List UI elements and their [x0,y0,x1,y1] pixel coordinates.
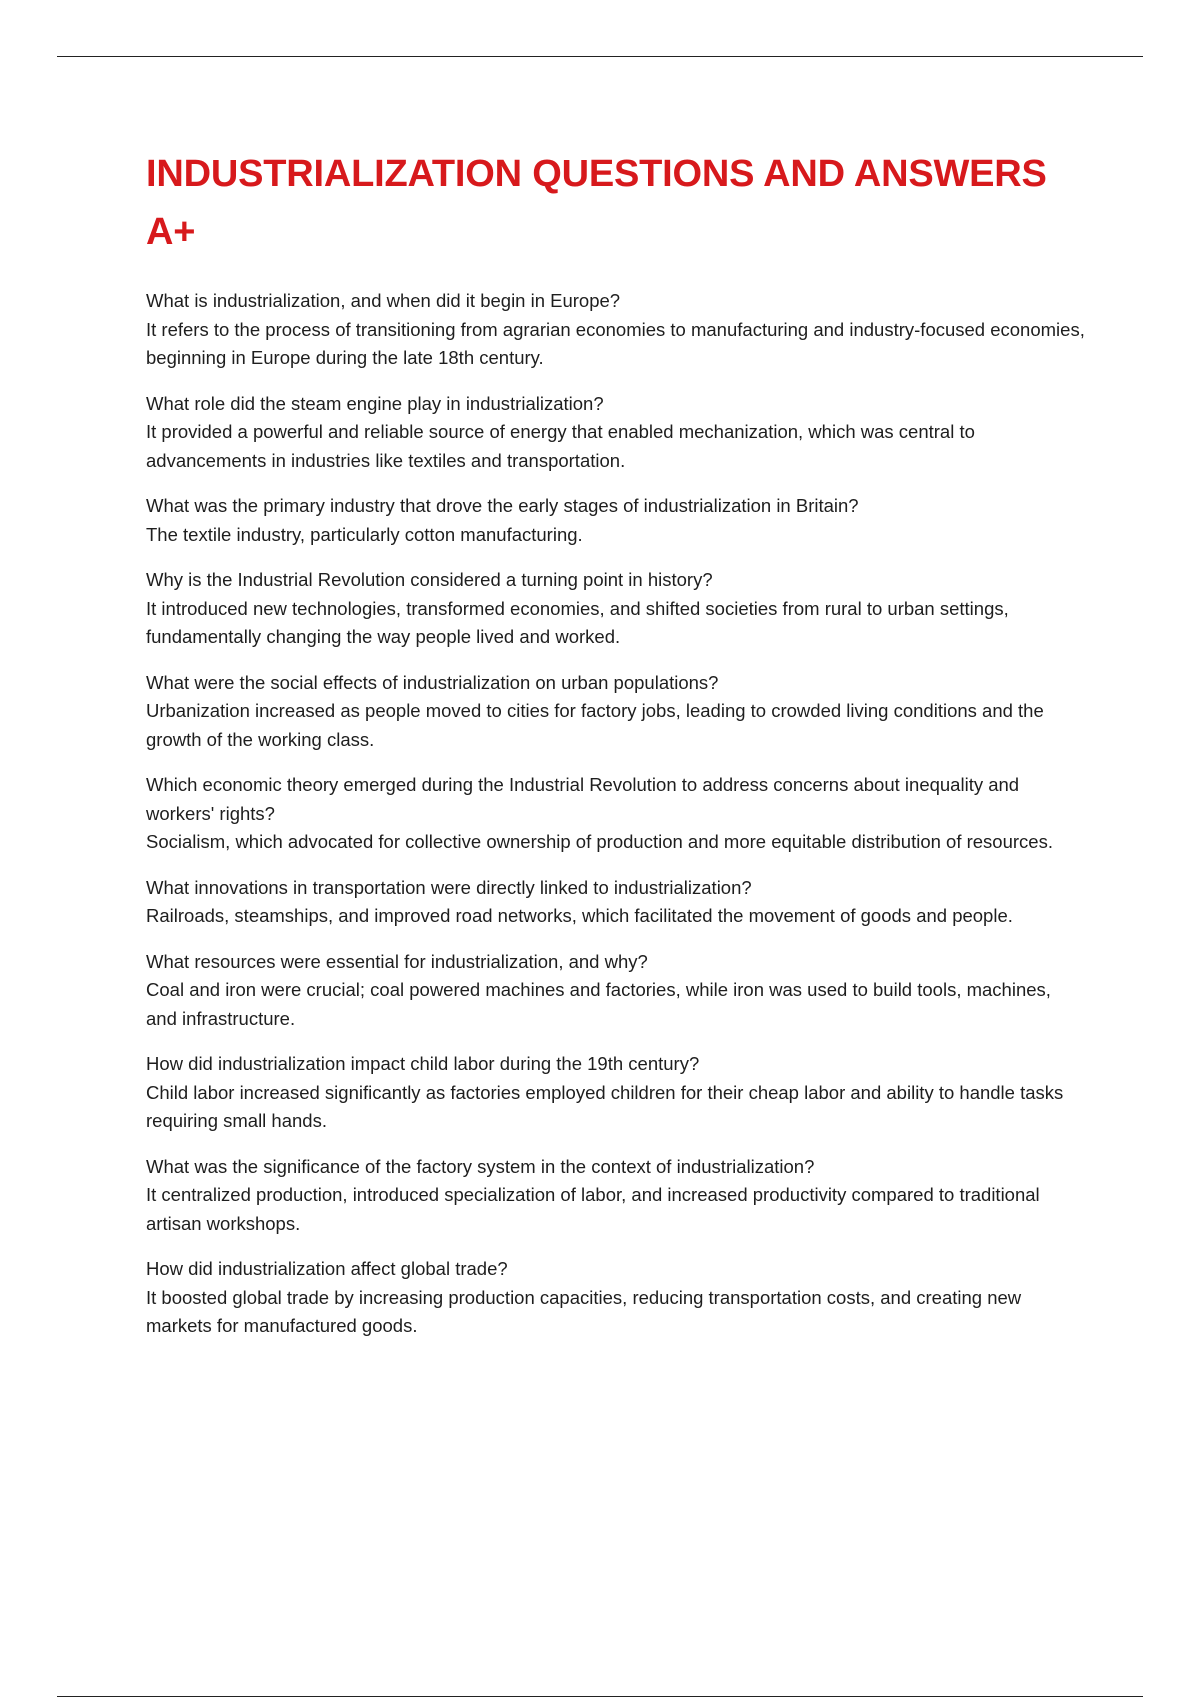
question: What was the significance of the factory system in the context of industrialization? [146,1155,815,1177]
answer: It introduced new technologies, transformed economies, and shifted societies from rural to urban settings, fundamentally changing the way people lived and worked. [146,597,1009,647]
qa-item [146,566,1086,652]
answer: It provided a powerful and reliable source of energy that enabled mechanization, which was central to advancements in industries like textiles and transportation. [146,421,975,471]
answer: It centralized production, introduced specialization of labor, and increased productivity compared to traditional artisan workshops. [146,1184,1040,1234]
qa-item [146,1153,1086,1239]
qa-item [146,1050,1086,1136]
qa-item [146,669,1086,755]
answer: Urbanization increased as people moved to cities for factory jobs, leading to crowded living conditions and the growth of the working class. [146,700,1044,750]
answer: Railroads, steamships, and improved road networks, which facilitated the movement of goods and people. [146,905,1013,926]
answer: Coal and iron were crucial; coal powered machines and factories, while iron was used to build tools, machines, and infrastructure. [146,979,1051,1029]
answer: It refers to the process of transitioning from agrarian economies to manufacturing and industry-focused economies, beginning in Europe during the late 18th century. [146,318,1085,368]
document-title: INDUSTRIALIZATION QUESTIONS AND ANSWERS A+ [146,153,1047,253]
question: What is industrialization, and when did it begin in Europe? [146,290,621,311]
question: Which economic theory emerged during the Industrial Revolution to address concerns about inequality and workers' rights? [146,774,1020,824]
answer: Socialism, which advocated for collective ownership of production and more equitable distribution of resources. [146,831,1053,852]
question: What were the social effects of industrialization on urban populations? [146,671,719,693]
qa-item [146,771,1086,857]
question: What role did the steam engine play in industrialization? [146,392,604,414]
document-body [146,145,1086,1358]
qa-item [146,287,1086,373]
question: Why is the Industrial Revolution considered a turning point in history? [146,569,713,590]
question: How did industrialization affect global trade? [146,1258,508,1279]
qa-item [146,390,1086,476]
answer: It boosted global trade by increasing production capacities, reducing transportation costs, and creating new markets for manufactured goods. [146,1286,1022,1336]
question: What innovations in transportation were directly linked to industrialization? [146,876,752,898]
answer: Child labor increased significantly as factories employed children for their cheap labor and ability to handle tasks requiring small hands. [146,1081,1064,1131]
qa-item [146,492,1086,549]
question: What resources were essential for industrialization, and why? [146,950,648,972]
qa-item [146,874,1086,931]
question: How did industrialization impact child labor during the 19th century? [146,1053,700,1074]
page-bottom-rule [57,1696,1143,1697]
page-top-rule [57,56,1143,57]
answer: The textile industry, particularly cotton manufacturing. [146,523,583,545]
question: What was the primary industry that drove the early stages of industrialization in Britain? [146,495,859,516]
qa-item [146,948,1086,1034]
qa-item [146,1255,1086,1341]
